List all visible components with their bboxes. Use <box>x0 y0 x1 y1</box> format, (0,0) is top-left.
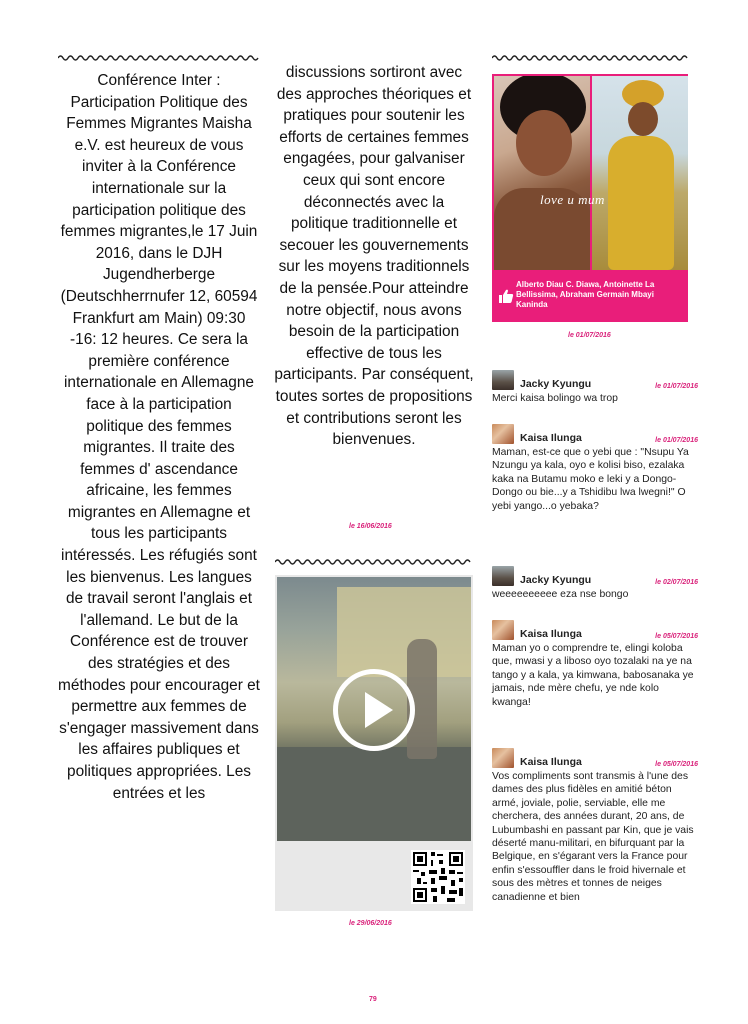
play-icon <box>338 674 410 746</box>
comment-4 <box>492 620 698 709</box>
article-text-column-1: Conférence Inter : Participation Politique des Femmes Migrantes Maisha e.V. est heureux de vous inviter à la Conférence internationale sur la participation politique des femmes migrantes,le 17 Juin 2016, dans le DJH Jugendherberge (Deutschherrnufer 12, 60594 Frankfurt am Main) 09:30 -16: 12 heures. Ce sera la première conférence internationale en Allemagne face à la participation politique des femmes migrantes. Il traite des femmes d' ascendance africaine, les femmes migrantes en Allemagne et tous les participants intéressés. Les réfugiés sont les bienvenus. Les langues de travail seront l'anglais et l'allemand. Le but de la Conférence est de trouver des stratégies et des méthodes pour encourager et permettre aux femmes de s'engager massivement dans les affaires publiques et politiques appropriées. Les entrées et les <box>58 72 260 802</box>
avatar[interactable] <box>492 424 514 444</box>
video-post-date: le 29/06/2016 <box>349 920 392 927</box>
avatar[interactable] <box>492 620 514 640</box>
comment-date: le 05/07/2016 <box>655 761 698 768</box>
comment-author[interactable]: Kaisa Ilunga <box>520 756 582 768</box>
comment-date: le 05/07/2016 <box>655 633 698 640</box>
article-date: le 16/06/2016 <box>349 523 392 530</box>
page-number: 79 <box>369 996 377 1003</box>
face <box>628 102 658 136</box>
comment-author[interactable]: Kaisa Ilunga <box>520 628 582 640</box>
comment-text: Vos compliments sont transmis à l'une des dames des plus fidèles en amitié béton armé, joviale, polie, serviable, elle me cherchera, des années durant, 20 ans, de Lubumbashi en passant par Kin, que je vais déserté manu-militari, en bifurquant par la Belgique, en s'égarant vers la France pour enfin s'essouffler dans le froid hivernale et sous des mètres et tonnes de neiges canadienne et bien <box>492 771 694 903</box>
comment-date: le 01/07/2016 <box>655 437 698 444</box>
wave-divider-left <box>58 54 260 62</box>
photo-caption: Alberto Diau C. Diawa, Antoinette La Bellissima, Abraham Germain Mbayi Kaninda <box>516 280 655 309</box>
comment-3 <box>492 566 698 601</box>
thumbs-up-icon[interactable] <box>498 288 514 304</box>
comment-text: Merci kaisa bolingo wa trop <box>492 393 618 404</box>
face <box>516 110 572 176</box>
video-post-card[interactable] <box>275 575 473 911</box>
comment-text: Maman yo o comprendre te, elingi koloba que, mwasi y a liboso oyo tozalaki na ye na tango y a kala, ya kimwana, babosanaka ye jamais, nde mère chefu, ye nde kolo kwanga! <box>492 643 694 708</box>
photo-woman-left <box>494 76 590 270</box>
wave-divider-right <box>492 54 688 62</box>
avatar[interactable] <box>492 370 514 390</box>
photo-overlay-text: love u mum <box>540 192 605 207</box>
building-wall <box>337 587 471 677</box>
comment-author[interactable]: Jacky Kyungu <box>520 378 592 390</box>
road <box>277 747 471 841</box>
comment-2 <box>492 424 698 513</box>
photo-post-card[interactable] <box>492 74 688 322</box>
qr-code <box>411 850 465 904</box>
dress <box>608 136 674 270</box>
comment-text: Maman, est-ce que o yebi que : "Nsupu Ya Nzungu ya kala, oyo e kolisi biso, ezalaka kaka na Butamu moko e leki y a Dongo-Dongo ou bie...y a Tshidibu lwa lwegni!" O yebi yango...o yebaka? <box>492 447 689 512</box>
comment-5 <box>492 748 698 904</box>
comment-date: le 02/07/2016 <box>655 579 698 586</box>
comment-1 <box>492 370 698 405</box>
avatar[interactable] <box>492 748 514 768</box>
avatar[interactable] <box>492 566 514 586</box>
photo-post-date: le 01/07/2016 <box>568 332 611 339</box>
article-text-column-2: discussions sortiront avec des approches théoriques et pratiques pour soutenir les efforts de certaines femmes engagées, pour galvaniser ceux qui sont encore déconnectés avec la politique traditionnelle et secouer les gouvernements sur les moyens traditionnels de la pensée.Pour atteindre notre objectif, nous avons besoin de la participation effective de tous les participants. Par conséquent, toutes sortes de propositions et contributions seront les bienvenues. <box>274 64 474 449</box>
comment-author[interactable]: Jacky Kyungu <box>520 574 592 586</box>
video-thumbnail[interactable] <box>277 577 471 841</box>
comment-text: weeeeeeeeee eza nse bongo <box>492 589 629 600</box>
comment-author[interactable]: Kaisa Ilunga <box>520 432 582 444</box>
wave-divider-middle <box>275 558 473 566</box>
photo-woman-right <box>592 76 688 270</box>
play-button[interactable] <box>333 669 415 751</box>
comment-date: le 01/07/2016 <box>655 383 698 390</box>
